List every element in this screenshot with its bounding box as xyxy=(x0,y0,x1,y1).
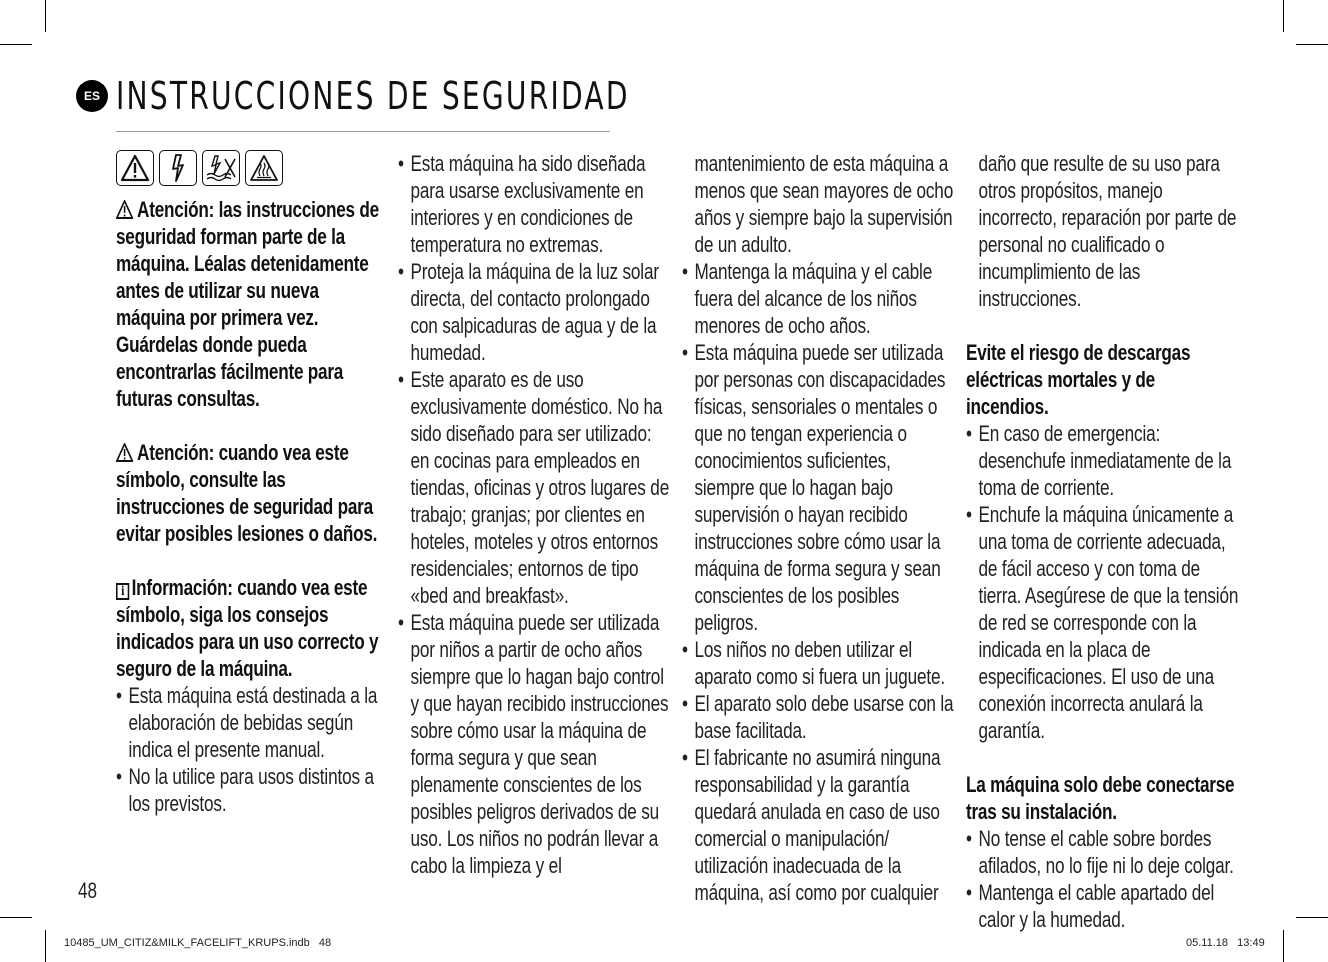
column-2 xyxy=(398,150,670,879)
column-4 xyxy=(966,150,1238,933)
col2-bullet-list xyxy=(398,150,670,879)
warning-text-2: Atención: cuando vea este símbolo, consulte las instrucciones de seguridad para evitar posibles lesiones o daños. xyxy=(116,440,378,546)
list-item: • Mantenga el cable apartado del calor y la humedad. xyxy=(966,879,1238,933)
warning-triangle-icon xyxy=(116,150,154,186)
crop-mark xyxy=(1296,917,1328,918)
list-item: • No la utilice para usos distintos a los previstos. xyxy=(116,763,388,817)
col4-bullet-list-2 xyxy=(966,825,1238,933)
list-item: • Los niños no deben utilizar el aparato como si fuera un juguete. xyxy=(682,636,954,690)
info-text: Información: cuando vea este símbolo, siga los consejos indicados para un uso correcto y seguro de la máquina. xyxy=(116,575,379,681)
page-number: 48 xyxy=(78,878,98,903)
list-item: • El aparato solo debe usarse con la base facilitada. xyxy=(682,690,954,744)
list-item: • Esta máquina está destinada a la elaboración de bebidas según indica el presente manual. xyxy=(116,682,388,763)
list-item: • Esta máquina puede ser utilizada por niños a partir de ocho años siempre que lo hagan bajo control y que hayan recibido instrucciones sobre cómo usar la máquina de forma segura y que sean plenamente conscientes de los posibles peligros derivados de su uso. Los niños no podrán llevar a cabo la limpieza y el xyxy=(398,609,670,879)
list-item: • No tense el cable sobre bordes afilados, no lo fije ni lo deje colgar. xyxy=(966,825,1238,879)
hot-surface-icon xyxy=(245,150,283,186)
page-title: INSTRUCCIONES DE SEGURIDAD xyxy=(116,74,630,118)
list-item: • Esta máquina puede ser utilizada por personas con discapacidades físicas, sensoriales o mentales o que no tengan experiencia o conocimientos suficientes, siempre que lo hagan bajo supervisión o hayan recibido instrucciones sobre cómo usar la máquina de forma segura y sean conscientes de los posibles peligros. xyxy=(682,339,954,636)
list-item: • En caso de emergencia: desenchufe inmediatamente de la toma de corriente. xyxy=(966,420,1238,501)
file-info: 10485_UM_CITIZ&MILK_FACELIFT_KRUPS.indb 48 xyxy=(64,937,332,949)
column-3 xyxy=(682,150,954,906)
column-1 xyxy=(116,150,388,817)
warning-triangle-icon xyxy=(116,443,133,462)
warning-text-1: Atención: las instrucciones de seguridad forman parte de la máquina. Léalas detenidamente antes de utilizar su nueva máquina por primera vez. Guárdelas donde pueda encontrarlas fácilmente para futuras consultas. xyxy=(116,197,379,411)
safety-symbols xyxy=(116,150,388,188)
language-badge: ES xyxy=(76,80,108,112)
list-item: • Mantenga la máquina y el cable fuera del alcance de los niños menores de ocho años. xyxy=(682,258,954,339)
title-divider xyxy=(116,131,610,132)
electric-shock-icon xyxy=(159,150,197,186)
col4-bullet-list-1 xyxy=(966,420,1238,744)
crop-mark xyxy=(0,44,32,45)
list-item: • Este aparato es de uso exclusivamente doméstico. No ha sido diseñado para ser utilizado: en cocinas para empleados en tiendas, oficinas y otros lugares de trabajo; granjas; por clientes en hoteles, moteles y otros entornos residenciales; entornos de tipo «bed and breakfast». xyxy=(398,366,670,609)
info-paragraph xyxy=(116,574,388,682)
section-heading-electric: Evite el riesgo de descargas eléctricas mortales y de incendios. xyxy=(966,340,1191,419)
section-heading-installation: La máquina solo debe conectarse tras su instalación. xyxy=(966,772,1235,824)
no-immersion-icon xyxy=(202,150,240,186)
crop-mark xyxy=(1296,44,1328,45)
crop-mark xyxy=(1283,930,1284,962)
info-icon: i xyxy=(116,583,129,600)
crop-mark xyxy=(45,0,46,32)
warning-paragraph-1 xyxy=(116,196,388,412)
list-item: • Enchufe la máquina únicamente a una toma de corriente adecuada, de fácil acceso y con toma de tierra. Asegúrese de que la tensión de red se corresponde con la indicada en la placa de especificaciones. El uso de una conexión incorrecta anulará la garantía. xyxy=(966,501,1238,744)
crop-mark xyxy=(1283,0,1284,32)
continuation-text: daño que resulte de su uso para otros propósitos, manejo incorrecto, reparación por parte de personal no cualificado o incumplimiento de las instrucciones. xyxy=(978,151,1237,311)
crop-mark xyxy=(0,917,32,918)
continuation-text: mantenimiento de esta máquina a menos que sean mayores de ocho años y siempre bajo la supervisión de un adulto. xyxy=(694,151,954,257)
date-info: 05.11.18 13:49 xyxy=(1186,937,1265,949)
list-item: • Proteja la máquina de la luz solar directa, del contacto prolongado con salpicaduras de agua y de la humedad. xyxy=(398,258,670,366)
col3-bullet-list xyxy=(682,258,954,906)
warning-triangle-icon xyxy=(116,200,133,219)
warning-paragraph-2 xyxy=(116,439,388,547)
crop-mark xyxy=(45,930,46,962)
list-item: • Esta máquina ha sido diseñada para usarse exclusivamente en interiores y en condiciones de temperatura no extremas. xyxy=(398,150,670,258)
col1-bullet-list xyxy=(116,682,388,817)
list-item: • El fabricante no asumirá ninguna responsabilidad y la garantía quedará anulada en caso de uso comercial o manipulación/ utilización inadecuada de la máquina, así como por cualquier xyxy=(682,744,954,906)
